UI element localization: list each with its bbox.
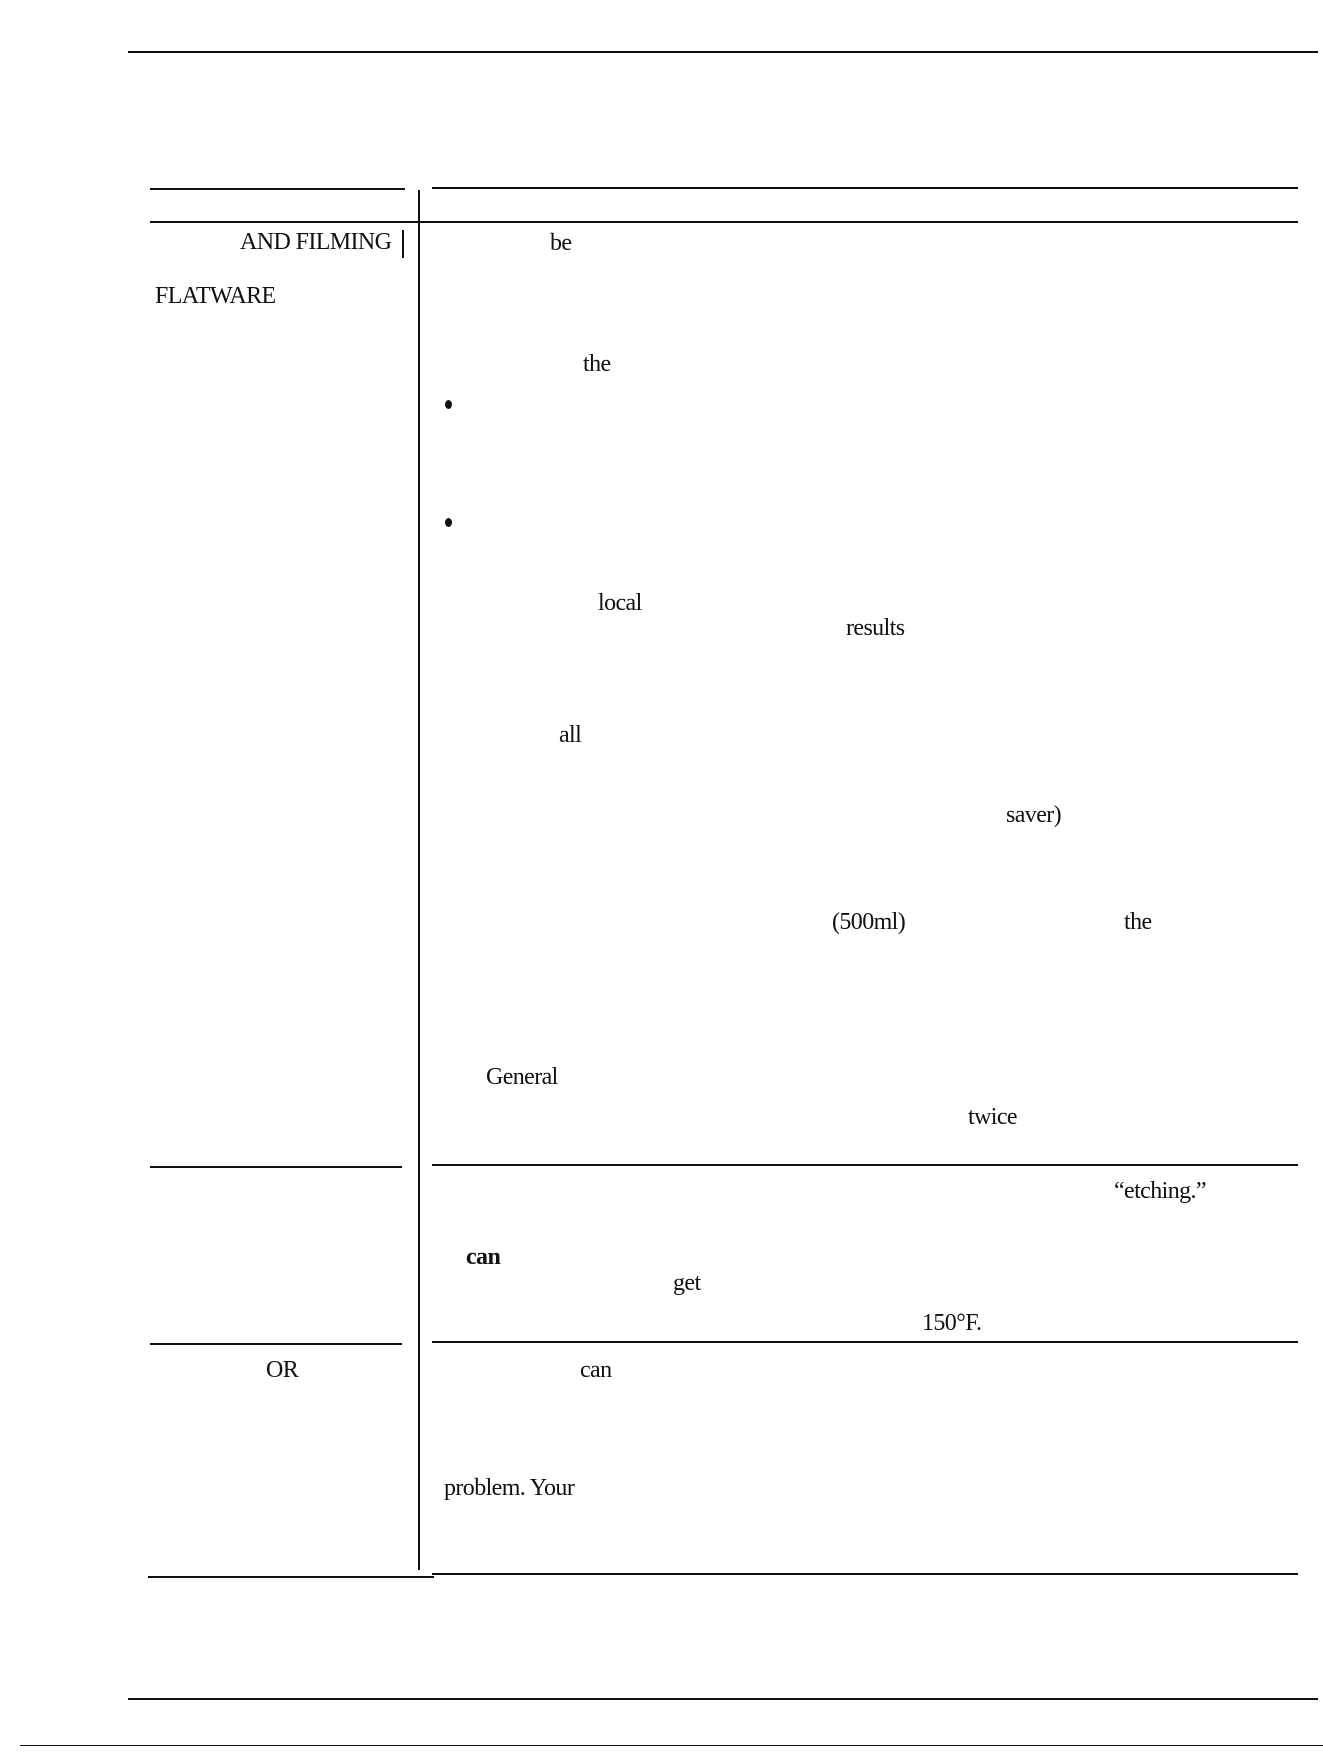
solution-word-get: get <box>673 1270 701 1296</box>
solution-word-problem-your: problem. Your <box>444 1475 575 1501</box>
solution-word-temperature: 150°F. <box>922 1310 982 1336</box>
table-header-rule-left <box>150 188 405 190</box>
bottom-rule <box>128 1698 1318 1700</box>
row-divider-left-1 <box>150 1166 402 1168</box>
bullet-icon <box>445 518 452 527</box>
solution-word-general: General <box>486 1064 558 1090</box>
bullet-icon <box>445 400 452 409</box>
table-column-divider <box>418 190 420 1570</box>
text-cursor-mark <box>402 230 404 258</box>
solution-word-the-2: the <box>1124 909 1152 935</box>
solution-word-can-bold: can <box>466 1244 501 1270</box>
solution-word-the: the <box>583 351 611 377</box>
solution-word-twice: twice <box>968 1104 1017 1130</box>
solution-word-results: results <box>846 615 905 641</box>
problem-label-flatware: FLATWARE <box>155 283 276 309</box>
solution-word-500ml: (500ml) <box>832 909 906 935</box>
solution-word-all: all <box>559 722 582 748</box>
solution-word-etching: “etching.” <box>1114 1178 1206 1204</box>
row-divider-left-2 <box>150 1343 402 1345</box>
problem-label-or: OR <box>266 1357 299 1383</box>
table-top-rule <box>432 187 1298 189</box>
table-bottom-rule-left <box>148 1576 434 1578</box>
solution-word-local: local <box>598 590 642 616</box>
footer-rule <box>20 1745 1323 1746</box>
solution-word-can: can <box>580 1357 612 1383</box>
top-rule <box>128 51 1318 53</box>
solution-word-be: be <box>550 230 572 256</box>
table-bottom-rule <box>432 1573 1298 1575</box>
solution-word-saver: saver) <box>1006 802 1062 828</box>
row-divider-right-1 <box>432 1164 1298 1166</box>
row-divider-right-2 <box>432 1341 1298 1343</box>
table-header-rule <box>150 221 1298 223</box>
problem-label-spotting-filming: AND FILMING <box>240 229 392 255</box>
